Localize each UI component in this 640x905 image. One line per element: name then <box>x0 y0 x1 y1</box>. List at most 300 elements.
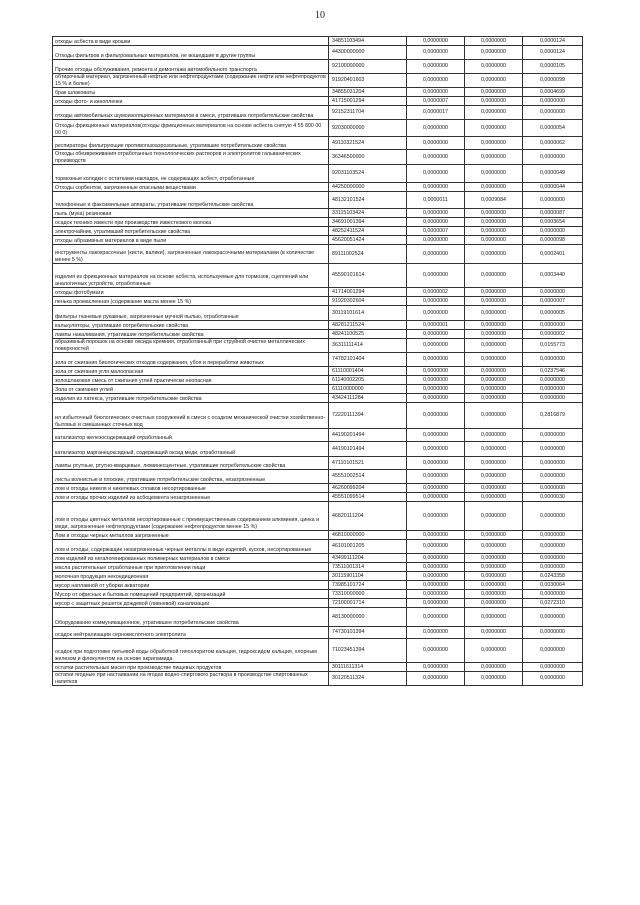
value-cell-3: 0,0000000 <box>523 627 583 639</box>
table-row <box>53 531 583 540</box>
table-row <box>53 385 583 394</box>
value-cell-2: 0,0000000 <box>465 367 523 376</box>
value-cell-3: 0,0000124 <box>523 46 583 60</box>
value-cell-3: 0,0000000 <box>523 227 583 236</box>
table-row <box>53 563 583 572</box>
value-cell-3: 0,0000105 <box>523 60 583 74</box>
value-cell-3: 0,0002401 <box>523 245 583 264</box>
value-cell-1: 0,0000000 <box>407 218 465 227</box>
waste-code-cell: 44300000000 <box>329 46 407 60</box>
table-row <box>53 339 583 353</box>
value-cell-1: 0,0000000 <box>407 297 465 306</box>
value-cell-1: 0,0000000 <box>407 493 465 502</box>
value-cell-2: 0,0000000 <box>465 183 523 192</box>
waste-code-cell: 48132101524 <box>329 192 407 209</box>
table-row <box>53 165 583 183</box>
waste-name-cell: отходы абразивных материалов в виде пыли <box>53 236 329 245</box>
value-cell-2: 0,0000000 <box>465 581 523 590</box>
value-cell-1: 0,0000000 <box>407 627 465 639</box>
value-cell-3: 0,0000000 <box>523 192 583 209</box>
waste-name-cell: калькуляторы, утратившие потребительские свойства <box>53 321 329 330</box>
waste-code-cell: 34855031204 <box>329 88 407 97</box>
value-cell-2: 0,0000000 <box>465 502 523 531</box>
table-row <box>53 554 583 563</box>
waste-name-cell: мусор с защитных решеток дождевой (ливневой) канализации <box>53 599 329 608</box>
value-cell-3: 0,0000000 <box>523 106 583 120</box>
waste-code-cell: 89111002524 <box>329 245 407 264</box>
value-cell-3: 0,0000044 <box>523 183 583 192</box>
value-cell-3: 0,0000000 <box>523 288 583 297</box>
waste-code-cell: 30120511324 <box>329 672 407 686</box>
waste-name-cell: обтирочный материал, загрязненный нефтью или нефтепродуктами (содержание нефти или нефтепродуктов 15 % и более) <box>53 74 329 88</box>
table-row <box>53 457 583 470</box>
value-cell-2: 0,0000000 <box>465 590 523 599</box>
waste-code-cell: 71023451394 <box>329 639 407 663</box>
value-cell-1: 0,0000000 <box>407 581 465 590</box>
waste-name-cell: лом и отходы прочих изделий из асбоцемента незагрязненные <box>53 493 329 502</box>
value-cell-3: 0,0000087 <box>523 209 583 218</box>
value-cell-2: 0,0000000 <box>465 150 523 165</box>
waste-table-body <box>53 37 583 686</box>
waste-code-cell: 92100000000 <box>329 60 407 74</box>
waste-code-cell: 49110321524 <box>329 137 407 150</box>
waste-code-cell: 41714001294 <box>329 288 407 297</box>
waste-name-cell: остатки ягодные при настаивании на ягодах водно-спиртового раствора в производстве спиртованных напитков <box>53 672 329 686</box>
waste-name-cell: изделия из латекса, утратившие потребительские свойства <box>53 394 329 403</box>
waste-name-cell: отходы фото- и кинопленки <box>53 97 329 106</box>
waste-name-cell: респираторы фильтрующие противогазоаэрозольные, утратившие потребительские свойства <box>53 137 329 150</box>
value-cell-3: 0,0000000 <box>523 531 583 540</box>
value-cell-2: 0,0000000 <box>465 608 523 627</box>
value-cell-2: 0,0000000 <box>465 457 523 470</box>
value-cell-2: 0,0000000 <box>465 627 523 639</box>
waste-name-cell: Прочие отходы обслуживания, ремонта и демонтажа автомобильного транспорта <box>53 60 329 74</box>
waste-code-cell: 48252411524 <box>329 227 407 236</box>
waste-code-cell: 30115901104 <box>329 572 407 581</box>
value-cell-3: 0,0000000 <box>523 540 583 554</box>
waste-code-cell: 44250000000 <box>329 183 407 192</box>
value-cell-1: 0,0000000 <box>407 88 465 97</box>
table-row <box>53 502 583 531</box>
value-cell-3: 0,0237546 <box>523 367 583 376</box>
value-cell-2: 0,0000000 <box>465 376 523 385</box>
table-row <box>53 663 583 672</box>
value-cell-1: 0,0000000 <box>407 264 465 288</box>
waste-code-cell: 72100001714 <box>329 599 407 608</box>
value-cell-2: 0,0000000 <box>465 218 523 227</box>
value-cell-3: 0,0000000 <box>523 672 583 686</box>
value-cell-3: 0,0030064 <box>523 581 583 590</box>
value-cell-1: 0,0000000 <box>407 531 465 540</box>
table-row <box>53 264 583 288</box>
value-cell-1: 0,0000000 <box>407 46 465 60</box>
value-cell-2: 0,0000000 <box>465 470 523 484</box>
value-cell-3: 0,0000000 <box>523 353 583 367</box>
value-cell-3: 0,0000000 <box>523 457 583 470</box>
value-cell-1: 0,0000000 <box>407 639 465 663</box>
value-cell-1: 0,0000000 <box>407 385 465 394</box>
value-cell-1: 0,0000001 <box>407 321 465 330</box>
value-cell-1: 0,0000000 <box>407 563 465 572</box>
waste-code-cell: 43499111204 <box>329 554 407 563</box>
waste-name-cell: Отходы сорбентов, загрязненные опасными веществами <box>53 183 329 192</box>
value-cell-3: 0,0003440 <box>523 264 583 288</box>
table-row <box>53 245 583 264</box>
value-cell-3: 0,0000049 <box>523 165 583 183</box>
value-cell-3: 0,0000000 <box>523 590 583 599</box>
value-cell-2: 0,0000000 <box>465 493 523 502</box>
value-cell-1: 0,0000000 <box>407 150 465 165</box>
waste-name-cell: тормозные колодки с остатками накладок, не содержащих асбест, отработанные <box>53 165 329 183</box>
value-cell-1: 0,0000000 <box>407 484 465 493</box>
value-cell-3: 0,0000005 <box>523 306 583 321</box>
table-row <box>53 442 583 457</box>
waste-name-cell: остатки растительных масел при производстве пищевых продуктов <box>53 663 329 672</box>
waste-code-cell: 92030000000 <box>329 120 407 137</box>
value-cell-3: 0,0000000 <box>523 394 583 403</box>
waste-name-cell: лампы ртутные, ртутно-кварцевые, люминесцентные, утратившие потребительские свойства <box>53 457 329 470</box>
value-cell-1: 0,0000000 <box>407 554 465 563</box>
value-cell-2: 0,0000000 <box>465 321 523 330</box>
value-cell-1: 0,0000000 <box>407 502 465 531</box>
value-cell-2: 0,0000000 <box>465 339 523 353</box>
waste-code-cell: 34691001394 <box>329 218 407 227</box>
value-cell-1: 0,0000000 <box>407 60 465 74</box>
value-cell-2: 0,0000000 <box>465 60 523 74</box>
table-row <box>53 137 583 150</box>
table-row <box>53 74 583 88</box>
value-cell-1: 0,0000000 <box>407 403 465 429</box>
table-row <box>53 106 583 120</box>
waste-name-cell: осадок технико извести при производстве известкового молока <box>53 218 329 227</box>
page-number: 10 <box>315 10 325 21</box>
waste-name-cell: осадок нейтрализации сернокислотного электролита <box>53 627 329 639</box>
waste-code-cell: 73985101724 <box>329 581 407 590</box>
waste-code-cell: 48241100525 <box>329 330 407 339</box>
value-cell-3: 0,0000000 <box>523 376 583 385</box>
value-cell-1: 0,0000000 <box>407 339 465 353</box>
value-cell-2: 0,0000000 <box>465 306 523 321</box>
value-cell-3: 0,0000000 <box>523 150 583 165</box>
value-cell-3: 0,0000098 <box>523 236 583 245</box>
waste-code-cell: 47110101521 <box>329 457 407 470</box>
waste-code-cell: 92031103524 <box>329 165 407 183</box>
value-cell-1: 0,0000000 <box>407 165 465 183</box>
waste-code-cell: 45551002514 <box>329 470 407 484</box>
table-row <box>53 429 583 442</box>
waste-code-cell: 73511001314 <box>329 563 407 572</box>
value-cell-1: 0,0000002 <box>407 288 465 297</box>
waste-code-cell: 46260099204 <box>329 484 407 493</box>
waste-code-cell: 44190201494 <box>329 429 407 442</box>
value-cell-1: 0,0000011 <box>407 192 465 209</box>
table-row <box>53 484 583 493</box>
waste-code-cell: 33115103424 <box>329 209 407 218</box>
value-cell-2: 0,0000000 <box>465 88 523 97</box>
value-cell-2: 0,0000000 <box>465 385 523 394</box>
value-cell-3: 0,0000000 <box>523 663 583 672</box>
value-cell-1: 0,0000007 <box>407 227 465 236</box>
value-cell-2: 0,0000000 <box>465 120 523 137</box>
waste-name-cell: золошлаковая смесь от сжигания углей практически неопасная <box>53 376 329 385</box>
waste-code-cell: 30119101614 <box>329 306 407 321</box>
waste-table <box>52 36 583 686</box>
value-cell-3: 0,0000000 <box>523 554 583 563</box>
waste-code-cell: 91920302604 <box>329 297 407 306</box>
value-cell-2: 0,0000000 <box>465 74 523 88</box>
waste-name-cell: катализатор марганецоксидный, содержащий оксид меди, отработанный <box>53 442 329 457</box>
waste-code-cell: 74730101394 <box>329 627 407 639</box>
table-row <box>53 37 583 46</box>
waste-name-cell: Оборудование коммуникационное, утратившее потребительские свойства <box>53 608 329 627</box>
table-row <box>53 330 583 339</box>
table-row <box>53 46 583 60</box>
value-cell-1: 0,0000000 <box>407 37 465 46</box>
value-cell-1: 0,0000000 <box>407 442 465 457</box>
table-row <box>53 581 583 590</box>
table-row <box>53 540 583 554</box>
table-row <box>53 608 583 627</box>
waste-code-cell: 61140002205 <box>329 376 407 385</box>
table-row <box>53 97 583 106</box>
waste-name-cell: лампы накаливания, утратившие потребительские свойства <box>53 330 329 339</box>
waste-name-cell: Отходы фильтров и фильтровальных материалов, не вошедшие в другие группы <box>53 46 329 60</box>
value-cell-2: 0,0000000 <box>465 264 523 288</box>
value-cell-1: 0,0000000 <box>407 74 465 88</box>
value-cell-1: 0,0000000 <box>407 394 465 403</box>
waste-name-cell: лом и отходы, содержащие незагрязненные черные металлы в виде изделий, кусков, несортированные <box>53 540 329 554</box>
value-cell-2: 0,0000000 <box>465 429 523 442</box>
waste-name-cell: листы волнистые и плоские, утратившие потребительские свойства, незагрязненные <box>53 470 329 484</box>
waste-code-cell: 61110001404 <box>329 367 407 376</box>
waste-name-cell: зола от сжигания биологических отходов содержания, убоя и переработки животных <box>53 353 329 367</box>
table-row <box>53 60 583 74</box>
value-cell-3: 0,0243358 <box>523 572 583 581</box>
waste-name-cell: Лом и отходы черных металлов загрязненные <box>53 531 329 540</box>
waste-code-cell: 43424111284 <box>329 394 407 403</box>
value-cell-2: 0,0000000 <box>465 672 523 686</box>
value-cell-1: 0,0000000 <box>407 376 465 385</box>
table-row <box>53 236 583 245</box>
waste-code-cell: 73310000000 <box>329 590 407 599</box>
value-cell-1: 0,0000017 <box>407 106 465 120</box>
value-cell-2: 0,0000000 <box>465 297 523 306</box>
value-cell-3: 0,0000030 <box>523 493 583 502</box>
value-cell-2: 0,0000000 <box>465 288 523 297</box>
waste-name-cell: мусор наплавной от уборки акватории <box>53 581 329 590</box>
waste-code-cell: 45620051424 <box>329 236 407 245</box>
waste-code-cell: 41715001294 <box>329 97 407 106</box>
table-row <box>53 183 583 192</box>
value-cell-1: 0,0000000 <box>407 236 465 245</box>
table-row <box>53 493 583 502</box>
table-row <box>53 227 583 236</box>
table-row <box>53 306 583 321</box>
value-cell-3: 0,0000000 <box>523 97 583 106</box>
value-cell-2: 0,0000000 <box>465 209 523 218</box>
waste-name-cell: лом и отходы никеля и никелевых сплавов несортированные <box>53 484 329 493</box>
value-cell-1: 0,0000000 <box>407 330 465 339</box>
waste-name-cell: изделия из фрикционных материалов на основе асбеста, используемые для тормозов, сцеплений или аналогичных устройств, отработанные <box>53 264 329 288</box>
waste-name-cell: катализатор железосодержащий отработанный <box>53 429 329 442</box>
table-row <box>53 218 583 227</box>
table-row <box>53 88 583 97</box>
value-cell-3: 0,0000000 <box>523 321 583 330</box>
value-cell-1: 0,0000007 <box>407 97 465 106</box>
waste-name-cell: Зола от сжигания углей <box>53 385 329 394</box>
waste-name-cell: фильтры тканевые рукавные, загрязненные мучной пылью, отработанные <box>53 306 329 321</box>
waste-name-cell: пыль (мука) резиновая <box>53 209 329 218</box>
waste-table-container <box>52 36 582 686</box>
waste-name-cell: зола от сжигания угля малоопасная <box>53 367 329 376</box>
value-cell-2: 0,0000000 <box>465 639 523 663</box>
table-row <box>53 321 583 330</box>
waste-name-cell: лом изделий из негалогенированных полимерных материалов в смеси <box>53 554 329 563</box>
waste-code-cell: 30111611314 <box>329 663 407 672</box>
value-cell-1: 0,0000000 <box>407 599 465 608</box>
value-cell-3: 0,0000000 <box>523 470 583 484</box>
waste-name-cell: осадок при подготовке питьевой воды обработкой гипохлоритом кальция, гидроксидом кальция, хлорным железом и флокулянтом на основе акриламида <box>53 639 329 663</box>
value-cell-1: 0,0000000 <box>407 672 465 686</box>
value-cell-1: 0,0000000 <box>407 306 465 321</box>
value-cell-2: 0,0000000 <box>465 563 523 572</box>
value-cell-1: 0,0000000 <box>407 429 465 442</box>
value-cell-1: 0,0000000 <box>407 457 465 470</box>
waste-code-cell: 36346500000 <box>329 150 407 165</box>
waste-name-cell: электрочайник, утративший потребительские свойства <box>53 227 329 236</box>
table-row <box>53 288 583 297</box>
waste-name-cell: лом и отходы цветных металлов несортированные с преимущественным содержанием алюминия, цинка и меди, загрязненные нефтепродуктами (содержание нефтепродуктов менее 15 %) <box>53 502 329 531</box>
waste-code-cell: 92152311704 <box>329 106 407 120</box>
waste-name-cell: Мусор от офисных и бытовых помещений предприятий, организаций <box>53 590 329 599</box>
value-cell-3: 0,0003654 <box>523 218 583 227</box>
value-cell-2: 0,0000000 <box>465 37 523 46</box>
value-cell-2: 0,0000000 <box>465 46 523 60</box>
value-cell-3: 0,0155773 <box>523 339 583 353</box>
value-cell-1: 0,0000000 <box>407 590 465 599</box>
value-cell-2: 0,0000000 <box>465 165 523 183</box>
value-cell-1: 0,0000000 <box>407 183 465 192</box>
value-cell-1: 0,0000000 <box>407 663 465 672</box>
value-cell-2: 0,0000000 <box>465 540 523 554</box>
table-row <box>53 209 583 218</box>
value-cell-2: 0,0000000 <box>465 403 523 429</box>
table-row <box>53 367 583 376</box>
waste-name-cell: инструменты лакокрасочные (кисти, валики), загрязненные лакокрасочными материалами (в количестве менее 5 %) <box>53 245 329 264</box>
value-cell-3: 0,0000007 <box>523 297 583 306</box>
value-cell-3: 0,0004699 <box>523 88 583 97</box>
waste-code-cell: 36311111414 <box>329 339 407 353</box>
waste-code-cell: 45590101614 <box>329 264 407 288</box>
table-row <box>53 150 583 165</box>
table-row <box>53 297 583 306</box>
value-cell-2: 0,0000000 <box>465 227 523 236</box>
waste-code-cell: 46101001205 <box>329 540 407 554</box>
waste-code-cell: 91920401603 <box>329 74 407 88</box>
table-row <box>53 672 583 686</box>
waste-name-cell: брак шлаковаты <box>53 88 329 97</box>
waste-name-cell: отходы автомобильных шумоизоляционных материалов в смеси, утративших потребительские свойства <box>53 106 329 120</box>
value-cell-2: 0,0000000 <box>465 442 523 457</box>
value-cell-2: 0,0000000 <box>465 394 523 403</box>
waste-name-cell: Отходы обезвреживания отработанных технологических растворов и электролитов гальванических производств <box>53 150 329 165</box>
value-cell-2: 0,0000000 <box>465 599 523 608</box>
value-cell-3: 0,0000000 <box>523 442 583 457</box>
waste-code-cell: 46820111204 <box>329 502 407 531</box>
table-row <box>53 376 583 385</box>
waste-code-cell: 72220111394 <box>329 403 407 429</box>
value-cell-3: 0,0000062 <box>523 137 583 150</box>
value-cell-2: 0,0000000 <box>465 245 523 264</box>
table-row <box>53 627 583 639</box>
value-cell-1: 0,0000000 <box>407 608 465 627</box>
value-cell-2: 0,0009084 <box>465 192 523 209</box>
value-cell-3: 0,0000000 <box>523 385 583 394</box>
waste-code-cell: 34851103494 <box>329 37 407 46</box>
value-cell-3: 0,0000000 <box>523 484 583 493</box>
value-cell-1: 0,0000000 <box>407 120 465 137</box>
value-cell-3: 0,0000000 <box>523 502 583 531</box>
value-cell-3: 0,0000099 <box>523 74 583 88</box>
table-row <box>53 572 583 581</box>
value-cell-2: 0,0000000 <box>465 484 523 493</box>
value-cell-3: 0,0000000 <box>523 639 583 663</box>
value-cell-3: 0,0272310 <box>523 599 583 608</box>
table-row <box>53 599 583 608</box>
value-cell-2: 0,0000000 <box>465 353 523 367</box>
waste-code-cell: 74782101404 <box>329 353 407 367</box>
value-cell-3: 0,0000054 <box>523 120 583 137</box>
value-cell-2: 0,0000000 <box>465 554 523 563</box>
table-row <box>53 192 583 209</box>
waste-name-cell: молочная продукция некондиционная <box>53 572 329 581</box>
waste-name-cell: ил избыточный биологических очистных сооружений в смеси с осадком механической очистки хозяйственно-бытовых и смешанных сточных вод <box>53 403 329 429</box>
waste-name-cell: телефонные и факсимильные аппараты, утратившие потребительские свойства <box>53 192 329 209</box>
waste-code-cell: 46810000000 <box>329 531 407 540</box>
value-cell-1: 0,0000000 <box>407 367 465 376</box>
value-cell-2: 0,0000000 <box>465 236 523 245</box>
table-row <box>53 590 583 599</box>
waste-name-cell: отходы асбеста в виде крошки <box>53 37 329 46</box>
value-cell-1: 0,0000000 <box>407 245 465 264</box>
value-cell-2: 0,0000000 <box>465 97 523 106</box>
value-cell-3: 0,0000002 <box>523 330 583 339</box>
value-cell-1: 0,0000000 <box>407 209 465 218</box>
waste-name-cell: Отходы фрикционных материалов(отходы фрикционных материалов на основе асбеста снятую 4 55 800 00 00 0) <box>53 120 329 137</box>
value-cell-3: 0,0000124 <box>523 37 583 46</box>
table-row <box>53 403 583 429</box>
waste-name-cell: отходы фотобумаги <box>53 288 329 297</box>
value-cell-1: 0,0000000 <box>407 137 465 150</box>
value-cell-2: 0,0000000 <box>465 572 523 581</box>
value-cell-1: 0,0000000 <box>407 572 465 581</box>
table-row <box>53 639 583 663</box>
value-cell-2: 0,0000000 <box>465 663 523 672</box>
value-cell-3: 0,0000000 <box>523 429 583 442</box>
waste-code-cell: 44190101494 <box>329 442 407 457</box>
value-cell-1: 0,0000000 <box>407 540 465 554</box>
table-row <box>53 120 583 137</box>
table-row <box>53 353 583 367</box>
waste-name-cell: пенька промасленная (содержание масла менее 15 %) <box>53 297 329 306</box>
waste-name-cell: абразивный порошок на основе оксида кремния, отработанный при струйной очистке металлических поверхностей <box>53 339 329 353</box>
value-cell-1: 0,0000000 <box>407 353 465 367</box>
value-cell-2: 0,0000000 <box>465 106 523 120</box>
value-cell-3: 0,0000000 <box>523 608 583 627</box>
value-cell-3: 0,0000000 <box>523 563 583 572</box>
waste-code-cell: 45551099514 <box>329 493 407 502</box>
table-row <box>53 394 583 403</box>
